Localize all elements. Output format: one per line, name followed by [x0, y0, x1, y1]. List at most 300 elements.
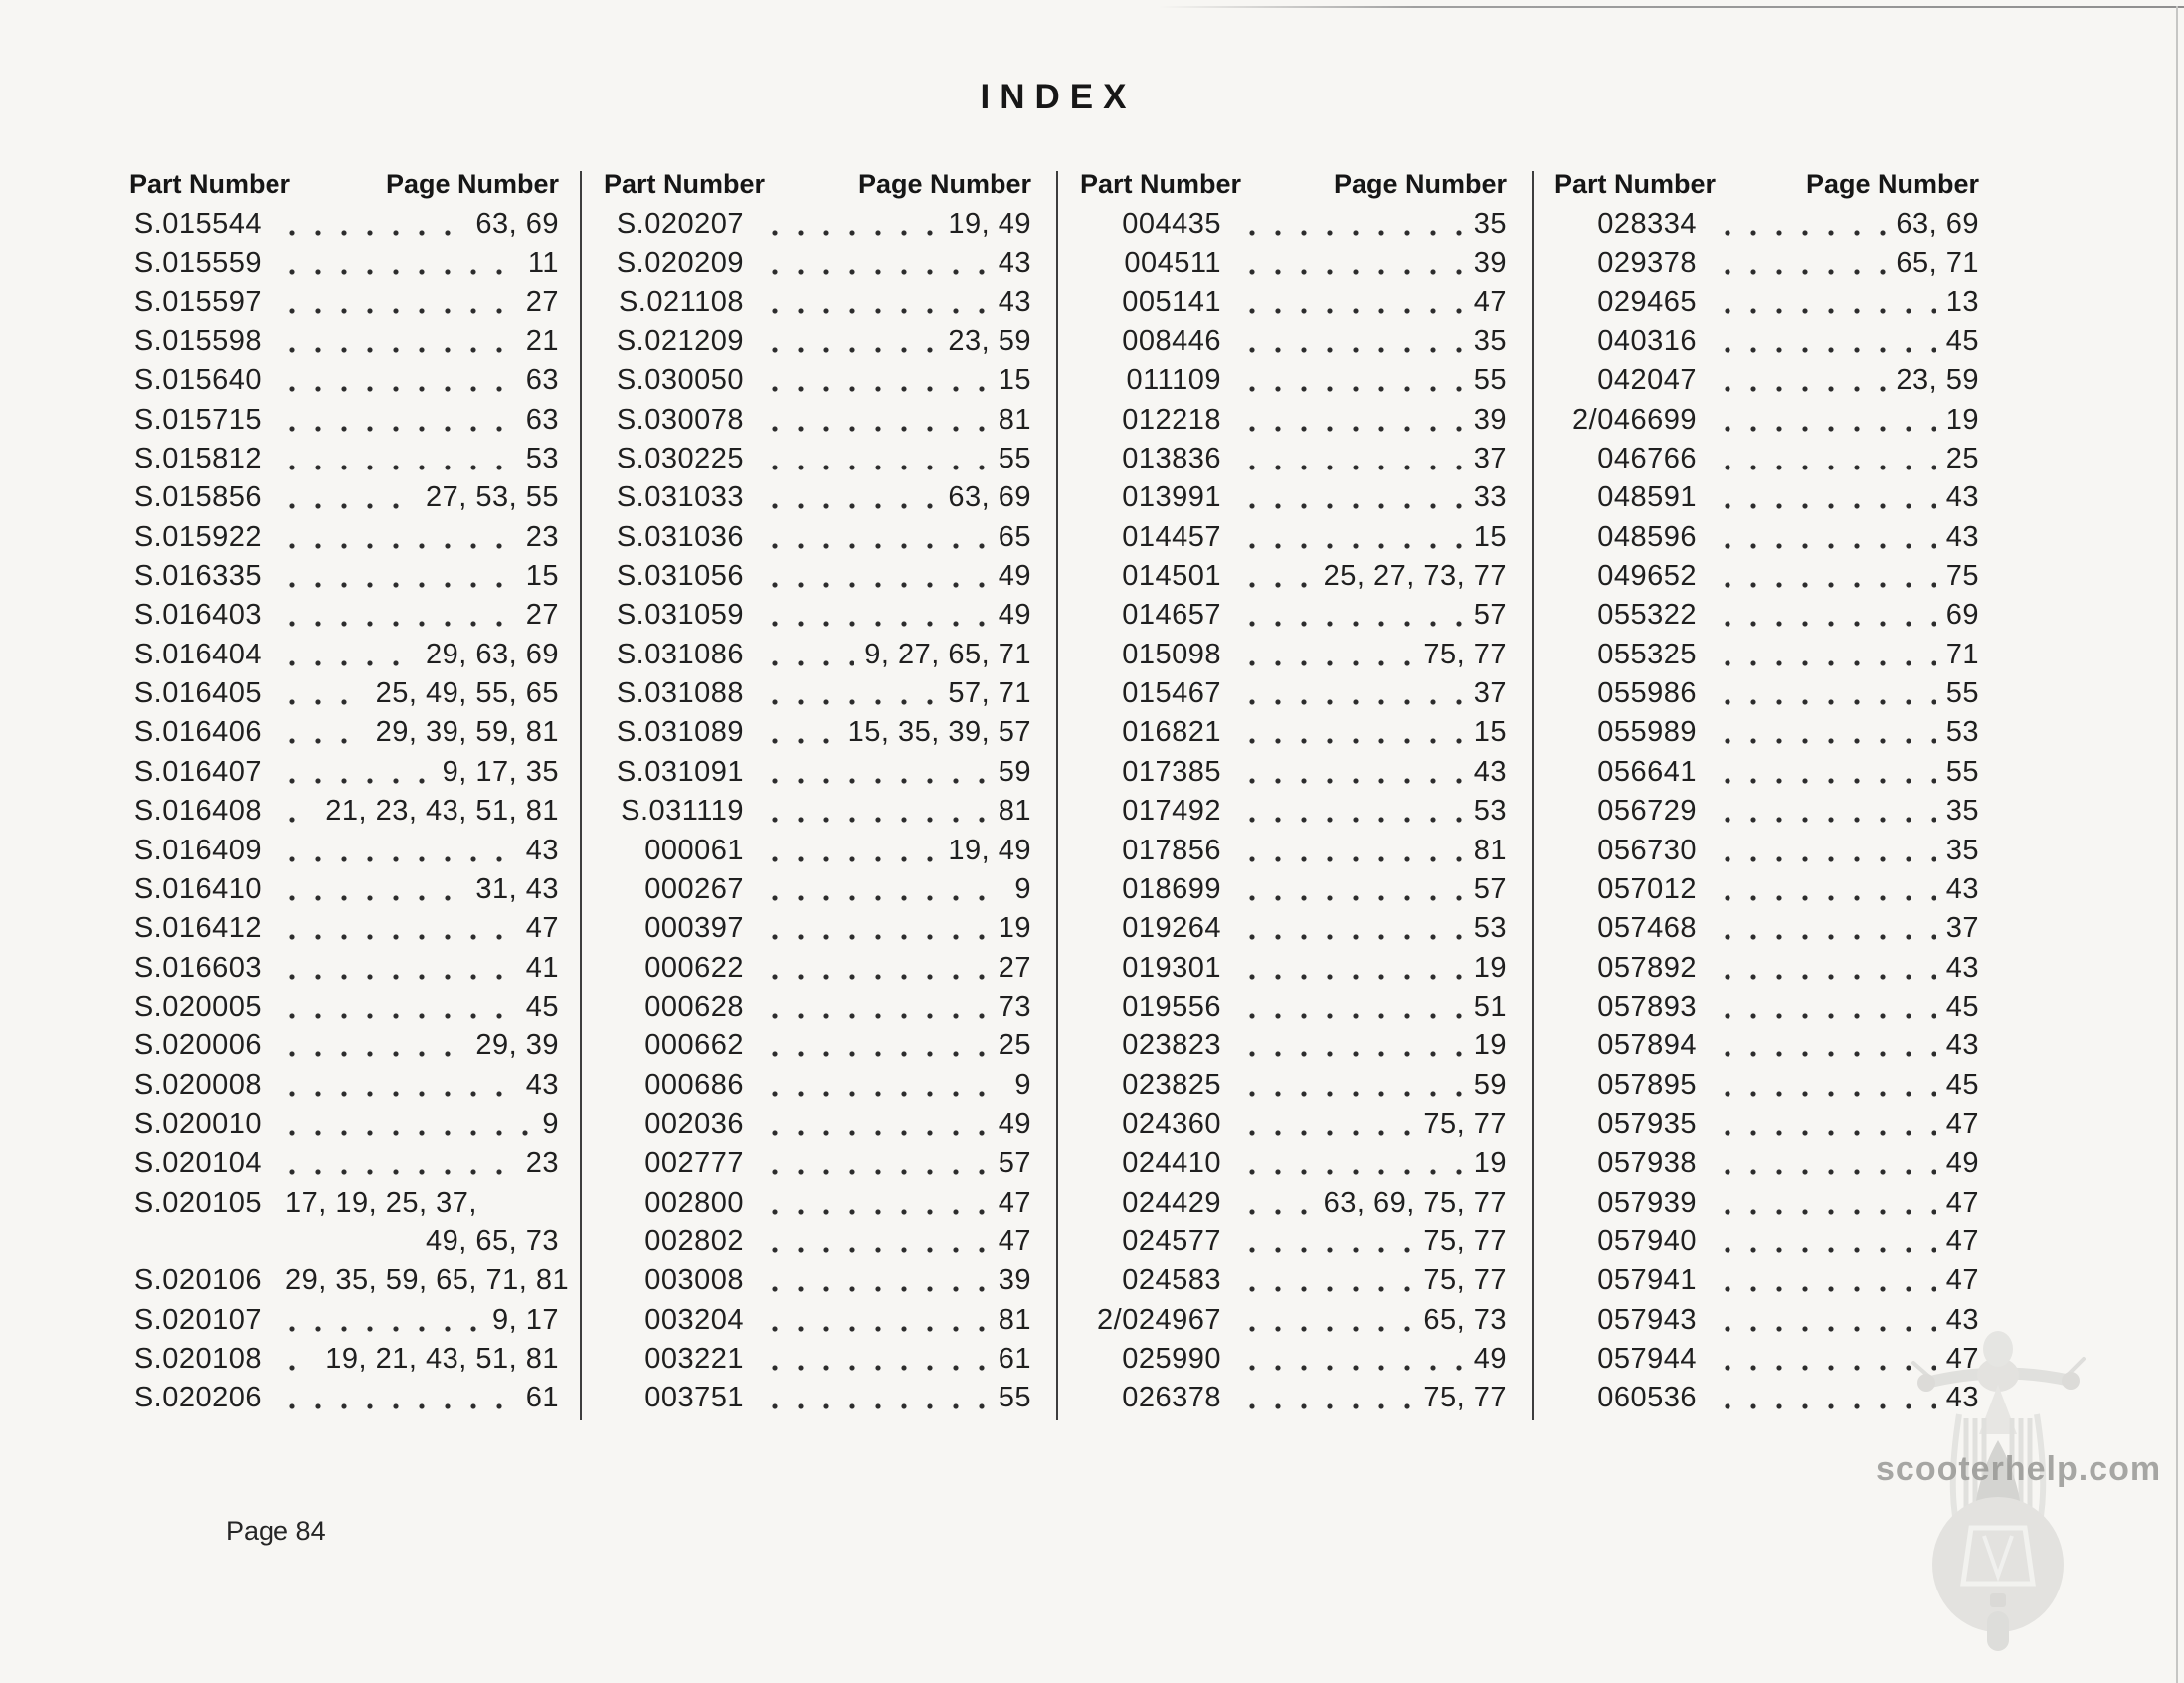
part-number: 016821 [1122, 716, 1221, 749]
page-numbers: 9 [1014, 1068, 1031, 1101]
part-number: S.020207 [616, 208, 744, 240]
index-row [604, 557, 1031, 596]
dot-leader [1235, 1105, 1413, 1144]
dot-leader [758, 909, 989, 948]
index-row [604, 596, 1031, 635]
dot-leader [758, 1301, 989, 1340]
part-number: S.015856 [133, 481, 262, 514]
dot-leader [1235, 1184, 1314, 1222]
column-divider [1532, 171, 1534, 1420]
index-row [1554, 1027, 1979, 1065]
index-row [1080, 713, 1507, 752]
index-row [1080, 1301, 1507, 1340]
page-numbers: 29, 35, 59, 65, 71, 81 [285, 1264, 570, 1297]
dot-leader [275, 1340, 315, 1379]
part-number: 018699 [1122, 872, 1221, 905]
dot-leader [275, 244, 518, 282]
index-row [604, 1301, 1031, 1340]
page-numbers: 25, 49, 55, 65 [375, 677, 559, 710]
dot-leader [275, 361, 516, 400]
page-numbers: 63, 69 [948, 481, 1031, 514]
page-numbers: 53 [1945, 716, 1979, 749]
part-number: S.031036 [616, 520, 744, 553]
page-numbers: 81 [1473, 834, 1507, 866]
index-row [1080, 596, 1507, 635]
index-row [1554, 832, 1979, 870]
page-numbers: 43 [1945, 951, 1979, 984]
dot-leader [1711, 1144, 1936, 1183]
index-row [604, 1184, 1031, 1222]
dot-leader [1711, 1066, 1936, 1105]
dot-leader [758, 1261, 989, 1300]
dot-leader [1711, 988, 1936, 1027]
dot-leader [758, 1184, 989, 1222]
index-row [604, 322, 1031, 361]
dot-leader [1711, 440, 1936, 478]
part-number: 000628 [644, 990, 744, 1023]
page-numbers: 19 [1945, 403, 1979, 436]
page-numbers: 37 [1473, 443, 1507, 475]
dot-leader [1235, 518, 1464, 557]
page-numbers: 29, 39, 59, 81 [375, 716, 559, 749]
page-numbers: 37 [1945, 912, 1979, 945]
index-row [1554, 1301, 1979, 1340]
dot-leader [758, 1144, 989, 1183]
part-number: S.016409 [133, 834, 262, 866]
index-row [129, 244, 559, 282]
page-numbers: 15, 35, 39, 57 [847, 716, 1031, 749]
part-number: 055989 [1597, 716, 1697, 749]
part-number: 055986 [1597, 677, 1697, 710]
dot-leader [1235, 1144, 1464, 1183]
index-row [604, 401, 1031, 440]
index-row [1554, 909, 1979, 948]
scan-edge-right [2176, 6, 2178, 1683]
part-number: 023825 [1122, 1068, 1221, 1101]
dot-leader [758, 205, 938, 244]
part-number: S.015559 [133, 247, 262, 280]
part-number: 056730 [1597, 834, 1697, 866]
index-row [129, 988, 559, 1027]
index-row [129, 1027, 559, 1065]
page-numbers: 47 [998, 1224, 1031, 1257]
part-number: S.020010 [133, 1107, 262, 1140]
dot-leader [758, 1027, 989, 1065]
index-row [1554, 636, 1979, 674]
index-row [1080, 322, 1507, 361]
part-number: 015467 [1122, 677, 1221, 710]
part-number: S.031091 [616, 755, 744, 788]
page-numbers: 43 [998, 285, 1031, 318]
index-row [129, 283, 559, 322]
index-row [1080, 1184, 1507, 1222]
page-number-header: Page Number [857, 169, 1031, 199]
dot-leader [1235, 1222, 1413, 1261]
part-number: S.015544 [133, 208, 262, 240]
part-number: S.020108 [133, 1342, 262, 1375]
page-numbers: 75, 77 [1423, 1107, 1507, 1140]
part-number: 002800 [644, 1186, 744, 1218]
index-row [604, 870, 1031, 909]
part-number: 028334 [1597, 208, 1697, 240]
dot-leader [758, 1105, 989, 1144]
dot-leader [758, 322, 938, 361]
part-number: 055325 [1597, 638, 1697, 670]
dot-leader [758, 832, 938, 870]
page-numbers: 55 [998, 443, 1031, 475]
index-row [1080, 909, 1507, 948]
page-numbers: 39 [1473, 403, 1507, 436]
page-numbers: 19 [998, 912, 1031, 945]
page-numbers: 21, 23, 43, 51, 81 [325, 795, 559, 828]
page-number-footer: Page 84 [226, 1516, 326, 1546]
part-number: S.021108 [618, 285, 744, 318]
part-number: S.031033 [616, 481, 744, 514]
part-number: S.020106 [133, 1264, 262, 1297]
page-numbers: 45 [1945, 990, 1979, 1023]
index-row [604, 478, 1031, 517]
index-row-continuation [129, 1222, 559, 1261]
index-row [604, 1066, 1031, 1105]
dot-leader [275, 674, 366, 713]
index-row [129, 1184, 559, 1222]
page-numbers: 81 [998, 795, 1031, 828]
page-numbers: 47 [1945, 1264, 1979, 1297]
index-row [1554, 518, 1979, 557]
index-row [1554, 1144, 1979, 1183]
part-number: 002802 [644, 1224, 744, 1257]
index-row [604, 753, 1031, 792]
index-row [604, 440, 1031, 478]
part-number: 017492 [1122, 795, 1221, 828]
dot-leader [1711, 636, 1936, 674]
index-row [1554, 1379, 1979, 1417]
dot-leader [1235, 205, 1464, 244]
dot-leader [275, 596, 516, 635]
page-numbers: 27 [525, 599, 559, 632]
page-numbers: 55 [998, 1382, 1031, 1414]
dot-leader [1711, 870, 1936, 909]
page-numbers: 29, 63, 69 [426, 638, 559, 670]
scan-edge-top [1159, 6, 2184, 8]
dot-leader [1711, 518, 1936, 557]
dot-leader [1235, 478, 1464, 517]
index-row [129, 753, 559, 792]
part-number: 019556 [1122, 990, 1221, 1023]
index-row [129, 1379, 559, 1417]
part-number: 024429 [1122, 1186, 1221, 1218]
page-numbers: 57 [1473, 599, 1507, 632]
index-row [1554, 361, 1979, 400]
dot-leader [758, 1222, 989, 1261]
index-row [1080, 1144, 1507, 1183]
part-number: S.016335 [133, 560, 262, 593]
dot-leader [1711, 1105, 1936, 1144]
page-numbers: 47 [998, 1186, 1031, 1218]
dot-leader [1235, 322, 1464, 361]
part-number: S.020104 [133, 1147, 262, 1180]
index-row [1080, 949, 1507, 988]
index-row [129, 401, 559, 440]
index-column-4 [1554, 169, 1979, 1418]
dot-leader [758, 440, 989, 478]
page-numbers: 19, 49 [948, 208, 1031, 240]
index-row [129, 1301, 559, 1340]
part-number: S.030078 [616, 403, 744, 436]
index-row [1554, 792, 1979, 831]
part-number: S.016406 [133, 716, 262, 749]
part-number: S.020209 [616, 247, 744, 280]
index-row [129, 596, 559, 635]
index-row [604, 283, 1031, 322]
part-number: 017856 [1122, 834, 1221, 866]
index-row [1080, 1340, 1507, 1379]
index-row [129, 1105, 559, 1144]
index-row [1554, 988, 1979, 1027]
index-row [604, 1105, 1031, 1144]
part-number: 014501 [1122, 560, 1221, 593]
part-number: 004435 [1122, 208, 1221, 240]
dot-leader [275, 949, 516, 988]
part-number: 005141 [1122, 285, 1221, 318]
page-numbers: 63 [525, 364, 559, 397]
page-numbers: 39 [998, 1264, 1031, 1297]
index-row [1554, 1340, 1979, 1379]
page-numbers: 31, 43 [475, 872, 559, 905]
dot-leader [1711, 283, 1936, 322]
page-numbers: 59 [1473, 1068, 1507, 1101]
part-number: 057892 [1597, 951, 1697, 984]
part-number: 015098 [1122, 638, 1221, 670]
dot-leader [1235, 674, 1464, 713]
part-number: S.016404 [133, 638, 262, 670]
dot-leader [1711, 244, 1886, 282]
dot-leader [1711, 713, 1936, 752]
part-number: 040316 [1597, 325, 1697, 358]
index-row [1080, 1105, 1507, 1144]
dot-leader [758, 557, 989, 596]
part-number: S.020008 [133, 1068, 262, 1101]
dot-leader [275, 792, 315, 831]
part-number: S.015812 [133, 443, 262, 475]
page-numbers: 27 [525, 285, 559, 318]
index-row [1554, 205, 1979, 244]
dot-leader [1235, 440, 1464, 478]
dot-leader [1235, 792, 1464, 831]
dot-leader [1711, 1301, 1936, 1340]
index-row [1554, 283, 1979, 322]
column-header [1080, 169, 1507, 205]
part-number: 057943 [1597, 1303, 1697, 1336]
part-number: 025990 [1122, 1342, 1221, 1375]
dot-leader [1235, 596, 1464, 635]
part-number: 024577 [1122, 1224, 1221, 1257]
dot-leader [1235, 1027, 1464, 1065]
page-numbers: 75 [1945, 560, 1979, 593]
part-number: 057895 [1597, 1068, 1697, 1101]
part-number: S.016405 [133, 677, 262, 710]
page-numbers: 51 [1473, 990, 1507, 1023]
index-row [1554, 753, 1979, 792]
index-row [1080, 244, 1507, 282]
page-numbers: 81 [998, 1303, 1031, 1336]
page-numbers: 25 [1945, 443, 1979, 475]
page-numbers: 15 [998, 364, 1031, 397]
index-column-3 [1080, 169, 1507, 1418]
index-row [129, 674, 559, 713]
part-number: S.031088 [616, 677, 744, 710]
dot-leader [758, 636, 854, 674]
page-numbers: 65 [998, 520, 1031, 553]
part-number: S.015922 [133, 520, 262, 553]
page-numbers: 19, 21, 43, 51, 81 [325, 1342, 559, 1375]
index-row [1554, 596, 1979, 635]
dot-leader [1235, 557, 1314, 596]
page-numbers: 23, 59 [948, 325, 1031, 358]
index-row [1080, 1222, 1507, 1261]
page-numbers: 63, 69 [1896, 208, 1979, 240]
part-number: 024360 [1122, 1107, 1221, 1140]
page-numbers: 59 [998, 755, 1031, 788]
index-row [1080, 1066, 1507, 1105]
index-row [604, 713, 1031, 752]
part-number: 013836 [1122, 443, 1221, 475]
dot-leader [758, 792, 989, 831]
index-row [129, 870, 559, 909]
page-numbers: 45 [1945, 1068, 1979, 1101]
part-number: 024410 [1122, 1147, 1221, 1180]
part-number: 023823 [1122, 1029, 1221, 1062]
index-row [1080, 478, 1507, 517]
index-row [1554, 1261, 1979, 1300]
part-number: S.031089 [616, 716, 744, 749]
index-row [1554, 949, 1979, 988]
page-numbers: 55 [1473, 364, 1507, 397]
part-number: 019264 [1122, 912, 1221, 945]
column-divider [1056, 171, 1058, 1420]
part-number: 049652 [1597, 560, 1697, 593]
index-row [1554, 1066, 1979, 1105]
dot-leader [275, 1027, 465, 1065]
part-number: 004511 [1124, 247, 1221, 280]
page-numbers: 27, 53, 55 [426, 481, 559, 514]
page-numbers: 73 [998, 990, 1031, 1023]
part-number: 057940 [1597, 1224, 1697, 1257]
index-row [129, 440, 559, 478]
index-row [1554, 557, 1979, 596]
index-row [129, 322, 559, 361]
dot-leader [275, 1144, 516, 1183]
page-numbers: 23, 59 [1896, 364, 1979, 397]
index-row [604, 205, 1031, 244]
page-numbers: 63 [525, 403, 559, 436]
index-row [1554, 440, 1979, 478]
dot-leader [1711, 753, 1936, 792]
part-number: 003204 [644, 1303, 744, 1336]
dot-leader [758, 518, 989, 557]
index-row [129, 518, 559, 557]
page-numbers: 35 [1945, 795, 1979, 828]
dot-leader [758, 949, 989, 988]
page-numbers: 19, 49 [948, 834, 1031, 866]
part-number: S.031086 [616, 638, 744, 670]
index-row [1080, 401, 1507, 440]
index-row [1554, 244, 1979, 282]
dot-leader [1235, 283, 1464, 322]
part-number: 000061 [644, 834, 744, 866]
dot-leader [1711, 1027, 1936, 1065]
part-number: 013991 [1122, 481, 1221, 514]
dot-leader [758, 478, 938, 517]
part-number: 057894 [1597, 1029, 1697, 1062]
dot-leader [1235, 753, 1464, 792]
dot-leader [275, 322, 516, 361]
dot-leader [275, 1105, 532, 1144]
dot-leader [275, 1379, 516, 1417]
part-number: S.030225 [616, 443, 744, 475]
page-numbers: 23 [525, 1147, 559, 1180]
index-row [129, 636, 559, 674]
part-number: 000686 [644, 1068, 744, 1101]
page-numbers: 75, 77 [1423, 638, 1507, 670]
page-numbers: 43 [1945, 872, 1979, 905]
part-number: 029465 [1597, 285, 1697, 318]
index-row [604, 1027, 1031, 1065]
page-numbers: 43 [998, 247, 1031, 280]
part-number: 003751 [644, 1382, 744, 1414]
part-number: S.016412 [133, 912, 262, 945]
dot-leader [1711, 1222, 1936, 1261]
part-number: S.016408 [133, 795, 262, 828]
part-number: 042047 [1597, 364, 1697, 397]
part-number: 057938 [1597, 1147, 1697, 1180]
dot-leader [1711, 792, 1936, 831]
page-numbers: 41 [525, 951, 559, 984]
index-row [1554, 713, 1979, 752]
page-numbers: 65, 71 [1896, 247, 1979, 280]
part-number: 057944 [1597, 1342, 1697, 1375]
page-numbers: 43 [1473, 755, 1507, 788]
dot-leader [758, 988, 989, 1027]
page-numbers: 63, 69 [475, 208, 559, 240]
index-row [604, 244, 1031, 282]
part-number: 002036 [644, 1107, 744, 1140]
index-row [129, 1144, 559, 1183]
part-number: 056641 [1597, 755, 1697, 788]
index-row [1080, 636, 1507, 674]
part-number: 056729 [1597, 795, 1697, 828]
index-row [1554, 401, 1979, 440]
part-number: 048591 [1597, 481, 1697, 514]
part-number-header: Part Number [1080, 169, 1242, 199]
index-row [1080, 832, 1507, 870]
column-header [1554, 169, 1979, 205]
index-row [604, 1340, 1031, 1379]
index-row [1554, 322, 1979, 361]
watermark-text: scooterhelp.com [1876, 1450, 2162, 1488]
part-number: 012218 [1122, 403, 1221, 436]
index-row [1080, 557, 1507, 596]
index-row [129, 713, 559, 752]
part-number: 017385 [1122, 755, 1221, 788]
dot-leader [1235, 832, 1464, 870]
dot-leader [1235, 909, 1464, 948]
dot-leader [1711, 361, 1886, 400]
page-numbers: 61 [525, 1382, 559, 1414]
part-number: S.016403 [133, 599, 262, 632]
index-row [129, 909, 559, 948]
page-numbers: 9 [542, 1107, 559, 1140]
